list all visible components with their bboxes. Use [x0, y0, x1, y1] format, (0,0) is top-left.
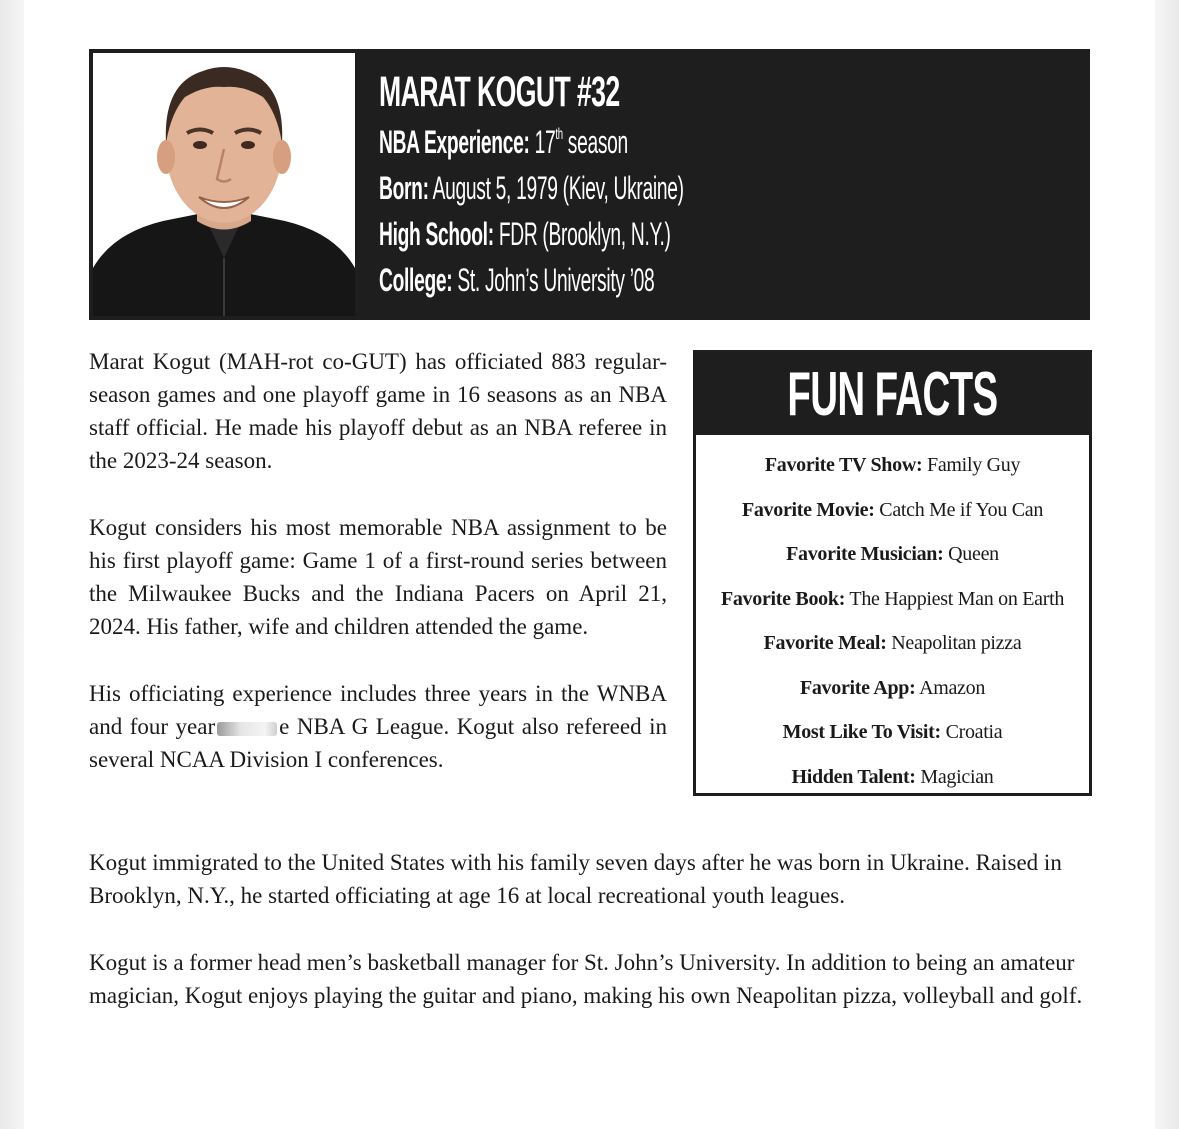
fun-fact-label: Favorite Book: — [720, 587, 846, 610]
fun-facts-title: FUN FACTS — [787, 359, 998, 429]
bio-paragraph-3-end: e NBA G League. Kogut also refereed in several NCAA Division I conferences. — [89, 714, 667, 772]
fun-facts-list — [696, 435, 1089, 799]
page-margin-right — [1155, 0, 1179, 1129]
fun-fact-label: Favorite Movie: — [741, 498, 875, 521]
high-school-line — [379, 211, 684, 257]
fun-fact-item — [696, 577, 1089, 622]
bio-paragraph-4: Kogut immigrated to the United States with his family seven days after he was born in Ukraine. Raised in Brooklyn, N.Y., he started officiating at age 16 at local recreational youth leagues. — [89, 850, 1062, 908]
bio-paragraph-1: Marat Kogut (MAH-rot co-GUT) has officiated 883 regular-season games and one playoff game in 16 seasons as an NBA staff official. He made his playoff debut as an NBA referee in the 2023-24 season. — [89, 349, 667, 473]
college-value: St. John’s University ’08 — [457, 262, 655, 298]
fun-facts-box — [693, 350, 1092, 796]
fun-fact-value: Neapolitan pizza — [886, 632, 1022, 654]
profile-details — [379, 67, 887, 303]
fun-fact-item — [696, 443, 1089, 488]
fun-fact-value: Magician — [915, 765, 994, 788]
nba-experience-suffix: th — [555, 126, 563, 143]
fun-fact-value: Queen — [943, 543, 999, 565]
fun-fact-value: The Happiest Man on Earth — [845, 587, 1065, 610]
fun-fact-value: Family Guy — [922, 454, 1021, 476]
bio-paragraph-3 — [89, 677, 667, 776]
fun-fact-item — [696, 710, 1089, 755]
referee-photo — [93, 53, 355, 316]
college-label: College: — [379, 262, 453, 298]
bio-full-width — [89, 846, 1090, 1046]
fun-fact-label: Favorite App: — [799, 676, 916, 699]
bio-paragraph-2: Kogut considers his most memorable NBA assignment to be his first playoff game: Game 1 of a first-round series between the Milwaukee Bucks and the Indiana Pacers on April 21, 2024. His father, wife and children attended the game. — [89, 515, 667, 639]
high-school-label: High School: — [379, 216, 494, 252]
born-value: August 5, 1979 (Kiev, Ukraine) — [432, 170, 684, 206]
nba-experience-rest: season — [562, 124, 628, 160]
fun-fact-item — [696, 532, 1089, 577]
college-line — [379, 257, 684, 303]
referee-name: MARAT KOGUT #32 — [379, 68, 620, 116]
born-label: Born: — [379, 170, 429, 206]
fun-fact-value: Croatia — [940, 721, 1003, 743]
fun-fact-label: Hidden Talent: — [791, 765, 916, 788]
fun-fact-item — [696, 488, 1089, 533]
fun-fact-label: Favorite Musician: — [786, 543, 944, 565]
born-line — [379, 165, 684, 211]
bio-column — [89, 345, 667, 810]
fun-fact-item — [696, 621, 1089, 666]
profile-header — [89, 49, 1090, 320]
nba-experience-number: 17 — [534, 124, 556, 160]
fun-fact-item — [696, 755, 1089, 800]
fun-fact-label: Favorite TV Show: — [764, 454, 923, 476]
nba-experience-line — [379, 119, 684, 165]
fun-fact-value: Amazon — [915, 676, 986, 699]
smudge-mark — [217, 722, 277, 736]
fun-fact-value: Catch Me if You Can — [874, 498, 1044, 521]
high-school-value: FDR (Brooklyn, N.Y.) — [498, 216, 671, 252]
page-margin-left — [0, 0, 24, 1129]
fun-fact-label: Favorite Meal: — [763, 632, 887, 654]
fun-fact-label: Most Like To Visit: — [782, 721, 941, 743]
bio-paragraph-5: Kogut is a former head men’s basketball manager for St. John’s University. In addition to being an amateur magician, Kogut enjoys playing the guitar and piano, making his own Neapolitan pizza, volleyball and golf. — [89, 950, 1083, 1008]
bio-paragraph-3-start: His officiating experience includes three years in the WNBA and four year — [89, 681, 667, 739]
nba-experience-label: NBA Experience: — [379, 124, 530, 160]
fun-fact-item — [696, 666, 1089, 711]
fun-facts-header — [696, 353, 1089, 435]
